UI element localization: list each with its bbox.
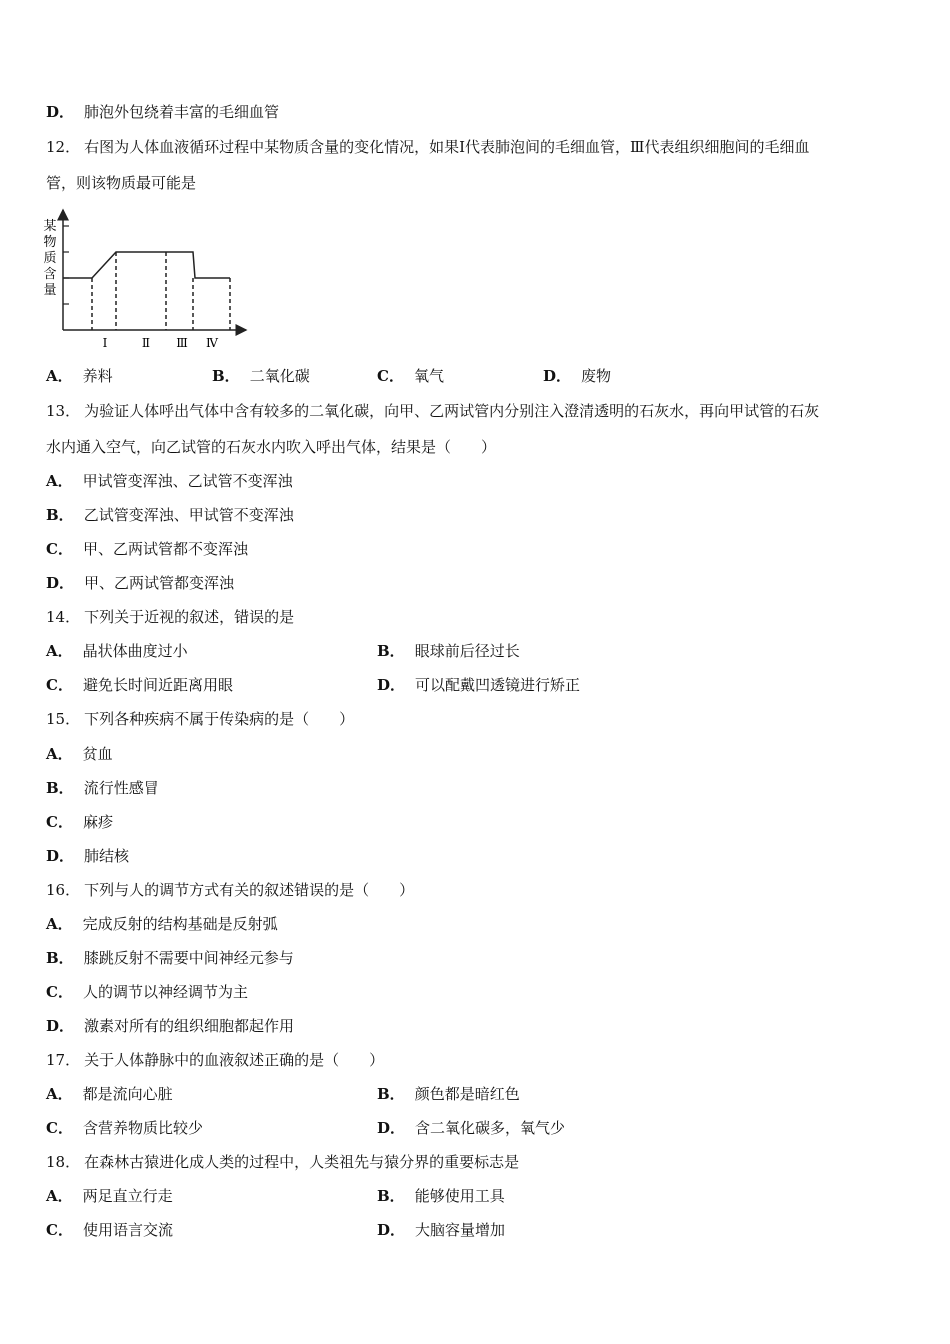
q18-stem: 18． 在森林古猿进化成人类的过程中，人类祖先与猿分界的重要标志是 bbox=[46, 1153, 520, 1171]
substance-content-chart bbox=[36, 204, 256, 354]
q14-stem: 14． 下列关于近视的叙述，错误的是 bbox=[46, 608, 295, 626]
q15-stem: 15． 下列各种疾病不属于传染病的是（ ） bbox=[46, 710, 355, 728]
q15-option-b[interactable]: B． 流行性感冒 bbox=[46, 779, 159, 797]
q17-option-c[interactable]: C． 含营养物质比较少 bbox=[46, 1119, 203, 1137]
q16-stem: 16． 下列与人的调节方式有关的叙述错误的是（ ） bbox=[46, 881, 415, 899]
q14-option-a[interactable]: A． 晶状体曲度过小 bbox=[46, 642, 188, 660]
y-label-char: 量 bbox=[43, 283, 57, 298]
q17-option-b[interactable]: B． 颜色都是暗红色 bbox=[377, 1085, 520, 1103]
x-tick-label: Ⅲ bbox=[176, 336, 188, 350]
q16-option-b[interactable]: B． 膝跳反射不需要中间神经元参与 bbox=[46, 949, 294, 967]
q16-option-d[interactable]: D． 激素对所有的组织细胞都起作用 bbox=[46, 1017, 295, 1035]
q14-option-b[interactable]: B． 眼球前后径过长 bbox=[377, 642, 520, 660]
x-tick-label: Ⅳ bbox=[206, 336, 218, 350]
q17-option-a[interactable]: A． 都是流向心脏 bbox=[46, 1085, 173, 1103]
y-label-char: 含 bbox=[43, 267, 57, 282]
q12-stem-line1: 12． 右图为人体血液循环过程中某物质含量的变化情况，如果Ⅰ代表肺泡间的毛细血管，Ⅲ代表组织细胞间的毛细血 bbox=[46, 138, 810, 156]
q14-option-d[interactable]: D． 可以配戴凹透镜进行矫正 bbox=[377, 676, 581, 694]
q16-option-a[interactable]: A． 完成反射的结构基础是反射弧 bbox=[46, 915, 278, 933]
q13-option-d[interactable]: D． 甲、乙两试管都变浑浊 bbox=[46, 574, 235, 592]
q13-stem-line2: 水内通入空气，向乙试管的石灰水内吹入呼出气体，结果是（ ） bbox=[46, 438, 497, 456]
q17-option-d[interactable]: D． 含二氧化碳多，氧气少 bbox=[377, 1119, 566, 1137]
q16-option-c[interactable]: C． 人的调节以神经调节为主 bbox=[46, 983, 248, 1001]
q15-option-a[interactable]: A． 贫血 bbox=[46, 745, 113, 763]
y-axis-label bbox=[43, 219, 56, 298]
y-label-char: 质 bbox=[43, 251, 57, 266]
y-label-char: 某 bbox=[43, 219, 57, 234]
q18-option-c[interactable]: C． 使用语言交流 bbox=[46, 1221, 173, 1239]
q15-option-c[interactable]: C． 麻疹 bbox=[46, 813, 113, 831]
q12-stem-line2: 管，则该物质最可能是 bbox=[46, 174, 197, 192]
q12-option-c[interactable]: C． 氧气 bbox=[377, 367, 444, 385]
q17-stem: 17． 关于人体静脉中的血液叙述正确的是（ ） bbox=[46, 1051, 385, 1069]
q13-stem-line1: 13． 为验证人体呼出气体中含有较多的二氧化碳，向甲、乙两试管内分别注入澄清透明的石灰水，再向甲试管的石灰 bbox=[46, 402, 820, 420]
q13-option-b[interactable]: B． 乙试管变浑浊、甲试管不变浑浊 bbox=[46, 506, 294, 524]
q13-option-c[interactable]: C． 甲、乙两试管都不变浑浊 bbox=[46, 540, 248, 558]
q18-option-b[interactable]: B． 能够使用工具 bbox=[377, 1187, 505, 1205]
q11-option-d: D． 肺泡外包绕着丰富的毛细血管 bbox=[46, 103, 280, 121]
x-tick-label: Ⅰ bbox=[102, 336, 108, 350]
q15-option-d[interactable]: D． 肺结核 bbox=[46, 847, 130, 865]
y-tick-marks bbox=[63, 226, 69, 304]
q12-option-d[interactable]: D． 废物 bbox=[543, 367, 612, 385]
q18-option-a[interactable]: A． 两足直立行走 bbox=[46, 1187, 173, 1205]
q13-option-a[interactable]: A． 甲试管变浑浊、乙试管不变浑浊 bbox=[46, 472, 293, 490]
x-tick-labels bbox=[103, 336, 219, 350]
x-tick-label: Ⅱ bbox=[141, 336, 151, 350]
y-label-char: 物 bbox=[43, 235, 57, 250]
q12-option-a[interactable]: A． 养料 bbox=[46, 367, 113, 385]
content-line bbox=[63, 252, 230, 278]
q14-option-c[interactable]: C． 避免长时间近距离用眼 bbox=[46, 676, 233, 694]
region-dividers bbox=[92, 252, 230, 330]
q18-option-d[interactable]: D． 大脑容量增加 bbox=[377, 1221, 506, 1239]
q12-option-b[interactable]: B． 二氧化碳 bbox=[212, 367, 310, 385]
